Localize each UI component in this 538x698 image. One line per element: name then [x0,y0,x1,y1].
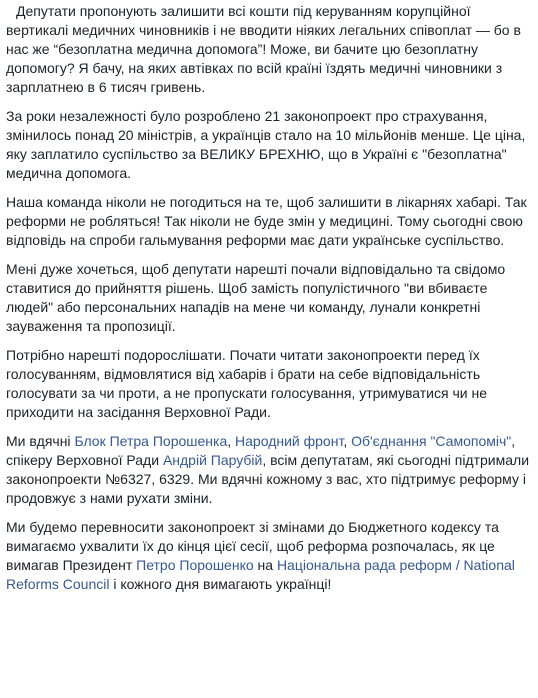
paragraph-text: , спікеру Верховної Ради [6,433,516,468]
post-paragraph-5: Потрібно нарешті подорослішати. Почати читати законопроекти перед їх голосуванням, відмовлятися від хабарів і брати на себе відповідальність голосувати за чи проти, а не пропускати голосування, утримуватися чи не приходити на засідання Верховної Ради. [6,347,487,420]
post-paragraph-1: Депутати пропонують залишити всі кошти під керуванням корупційної вертикалі медичних чиновників і не вводити ніяких легальних співоплат — бо в нас же “безоплатна медична допомога”! Може, ви бачите цю безоплатну допомогу? Я бачу, на яких автівках по всій країні їздять медичні чиновники з зарплатнею в 6 тисяч гривень. [6,3,521,95]
paragraph-text: Ми будемо перевносити законопроект зі змінами до Бюджетного кодексу та вимагаємо ухвалити їх до кінця цієї сесії, щоб реформа розпочалась, як це вимагав Президент [6,519,499,573]
paragraph-text: , всім депутатам, які сьогодні підтримали законопроекти №6327, 6329. Ми вдячні кожному з вас, хто підтримує реформу і продовжує з нами рухати зміни. [6,452,530,506]
post-paragraph-3: Наша команда ніколи не погодиться на те, щоб залишити в лікарнях хабарі. Так реформи не робляться! Так ніколи не буде змін у медицині. Тому сьогодні свою відповідь на спроби гальмування реформи має дати українське суспільство. [6,194,527,248]
paragraph-text: на [253,557,277,573]
mention-link-petro-poroshenko[interactable]: Петро Порошенко [136,557,254,573]
mention-link-parubiy[interactable]: Андрій Парубій [162,452,263,468]
paragraph-text: , [227,433,236,449]
mention-link-people-front[interactable]: Народний фронт [235,433,344,449]
post-paragraph-4: Мені дуже хочеться, щоб депутати нарешті почали відповідально та свідомо ставитися до прийняття рішень. Щоб замість популістичного "ви вбиваєте людей" або персональних нападів на мене чи команду, лунали конкретні зауваження та пропозиції. [6,261,506,334]
post-paragraph-6 [6,432,532,508]
post-paragraph-2: За роки незалежності було розроблено 21 законопроект про страхування, змінилось понад 20 міністрів, а українців стало на 10 мільйонів менше. Це ціна, яку заплатило суспільство за ВЕЛИКУ БРЕХНЮ, що в Україні є "безоплатна" медична допомога. [6,108,526,181]
post-paragraph-7 [6,518,532,594]
mention-link-poroshenko-bloc[interactable]: Блок Петра Порошенка [74,433,228,449]
paragraph-text: і кожного дня вимагають українці! [109,576,332,592]
mention-link-reforms-council[interactable]: Національна рада реформ / National Reforms Council [6,557,515,592]
paragraph-text: , [343,433,352,449]
paragraph-text: Ми вдячні [6,433,75,449]
mention-link-samopomich[interactable]: Об'єднання "Самопоміч" [351,433,512,449]
